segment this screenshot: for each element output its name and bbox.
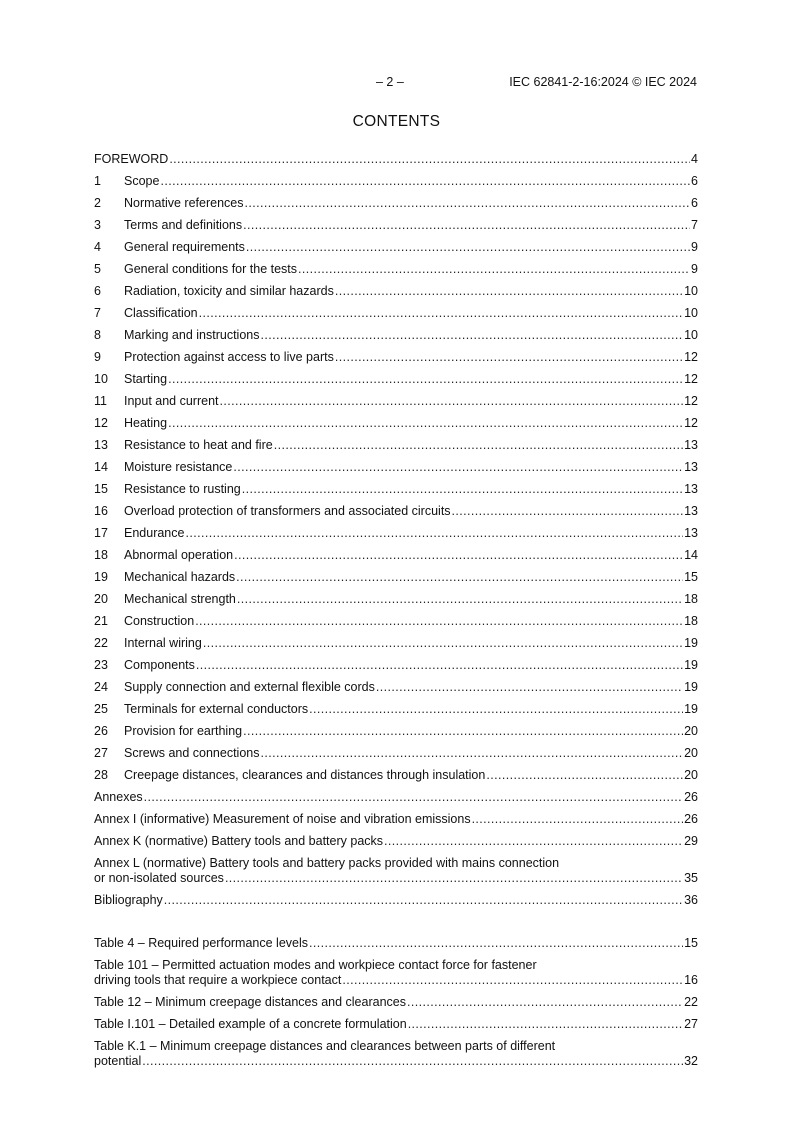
page-reference: 20 xyxy=(684,768,698,782)
page-reference: 20 xyxy=(684,746,698,760)
entry-title: Abnormal operation xyxy=(124,548,234,562)
toc-entry[interactable] xyxy=(94,585,698,607)
entry-title: FOREWORD xyxy=(94,152,169,166)
entry-title: Resistance to heat and fire xyxy=(124,438,273,452)
entry-title: Classification xyxy=(124,306,198,320)
section-number: 13 xyxy=(94,438,108,452)
section-number: 1 xyxy=(94,174,101,188)
section-number: 17 xyxy=(94,526,108,540)
entry-title: Endurance xyxy=(124,526,185,540)
dot-leader xyxy=(407,995,683,1010)
dot-leader xyxy=(169,152,690,167)
dot-leader xyxy=(246,240,690,255)
page-reference: 15 xyxy=(684,936,698,950)
page-reference: 12 xyxy=(684,372,698,386)
section-number: 22 xyxy=(94,636,108,650)
toc-entry[interactable] xyxy=(94,453,698,475)
page-reference: 19 xyxy=(684,680,698,694)
dot-leader xyxy=(195,614,683,629)
toc-entry[interactable] xyxy=(94,233,698,255)
toc-entry[interactable] xyxy=(94,886,698,908)
entry-title: Table I.101 – Detailed example of a concrete formulation xyxy=(94,1017,407,1031)
dot-leader xyxy=(242,482,683,497)
toc-entry[interactable] xyxy=(94,387,698,409)
entry-title: Creepage distances, clearances and distances through insulation xyxy=(124,768,486,782)
dot-leader xyxy=(298,262,690,277)
page-reference: 26 xyxy=(684,790,698,804)
page-number: – 2 – xyxy=(376,75,404,89)
dot-leader xyxy=(234,548,683,563)
page-reference: 16 xyxy=(684,973,698,987)
dot-leader xyxy=(452,504,684,519)
entry-title: Internal wiring xyxy=(124,636,202,650)
page-reference: 4 xyxy=(691,152,698,166)
entry-title: Protection against access to live parts xyxy=(124,350,334,364)
page-reference: 26 xyxy=(684,812,698,826)
entry-title: Moisture resistance xyxy=(124,460,233,474)
table-of-contents xyxy=(94,145,698,908)
document-id: IEC 62841-2-16:2024 © IEC 2024 xyxy=(509,75,697,89)
page-reference: 15 xyxy=(684,570,698,584)
entry-title: Construction xyxy=(124,614,195,628)
toc-entry[interactable] xyxy=(94,167,698,189)
dot-leader xyxy=(142,1054,683,1069)
page-reference: 20 xyxy=(684,724,698,738)
dot-leader xyxy=(384,834,683,849)
section-number: 12 xyxy=(94,416,108,430)
section-number: 6 xyxy=(94,284,101,298)
entry-title: Terms and definitions xyxy=(124,218,243,232)
toc-entry[interactable] xyxy=(94,365,698,387)
dot-leader xyxy=(225,871,683,886)
entry-title-first-line: Table K.1 – Minimum creepage distances and clearances between parts of different xyxy=(94,1039,556,1053)
page-reference: 35 xyxy=(684,871,698,885)
page-reference: 12 xyxy=(684,394,698,408)
section-number: 11 xyxy=(94,394,107,408)
entry-title: driving tools that require a workpiece contact xyxy=(94,973,342,987)
dot-leader xyxy=(243,724,683,739)
dot-leader xyxy=(335,284,683,299)
toc-entry[interactable] xyxy=(94,849,698,886)
dot-leader xyxy=(309,702,683,717)
toc-entry[interactable] xyxy=(94,563,698,585)
page-reference: 18 xyxy=(684,592,698,606)
page-reference: 9 xyxy=(691,240,698,254)
toc-entry[interactable] xyxy=(94,145,698,167)
page-reference: 14 xyxy=(684,548,698,562)
entry-title: Annex I (informative) Measurement of noise and vibration emissions xyxy=(94,812,471,826)
toc-entry[interactable] xyxy=(94,277,698,299)
section-number: 2 xyxy=(94,196,101,210)
toc-entry[interactable] xyxy=(94,805,698,827)
section-number: 28 xyxy=(94,768,108,782)
entry-title: Bibliography xyxy=(94,893,163,907)
entry-title: Mechanical strength xyxy=(124,592,236,606)
section-number: 18 xyxy=(94,548,108,562)
toc-entry[interactable] xyxy=(94,409,698,431)
entry-title: Overload protection of transformers and associated circuits xyxy=(124,504,451,518)
page-reference: 6 xyxy=(691,196,698,210)
dot-leader xyxy=(261,746,684,761)
list-of-tables xyxy=(94,929,698,1069)
page-reference: 10 xyxy=(684,306,698,320)
toc-entry[interactable] xyxy=(94,321,698,343)
page-reference: 13 xyxy=(684,482,698,496)
dot-leader xyxy=(376,680,683,695)
page-reference: 22 xyxy=(684,995,698,1009)
dot-leader xyxy=(472,812,684,827)
toc-entry[interactable] xyxy=(94,673,698,695)
toc-entry[interactable] xyxy=(94,783,698,805)
section-number: 24 xyxy=(94,680,108,694)
entry-title: or non-isolated sources xyxy=(94,871,224,885)
dot-leader xyxy=(196,658,683,673)
dot-leader xyxy=(335,350,683,365)
toc-entry[interactable] xyxy=(94,761,698,783)
dot-leader xyxy=(237,592,683,607)
toc-entry[interactable] xyxy=(94,211,698,233)
page-reference: 13 xyxy=(684,526,698,540)
entry-title: Provision for earthing xyxy=(124,724,243,738)
section-number: 27 xyxy=(94,746,108,760)
tables-entry[interactable] xyxy=(94,951,698,988)
toc-entry[interactable] xyxy=(94,827,698,849)
section-number: 10 xyxy=(94,372,108,386)
entry-title: General requirements xyxy=(124,240,245,254)
page-reference: 27 xyxy=(684,1017,698,1031)
section-number: 26 xyxy=(94,724,108,738)
tables-entry[interactable] xyxy=(94,1010,698,1032)
entry-title: Scope xyxy=(124,174,160,188)
entry-title: Annex K (normative) Battery tools and battery packs xyxy=(94,834,384,848)
dot-leader xyxy=(185,526,683,541)
tables-entry[interactable] xyxy=(94,1032,698,1069)
toc-entry[interactable] xyxy=(94,651,698,673)
entry-title: Supply connection and external flexible cords xyxy=(124,680,375,694)
tables-entry[interactable] xyxy=(94,929,698,951)
entry-title: Normative references xyxy=(124,196,244,210)
entry-title: General conditions for the tests xyxy=(124,262,298,276)
page-reference: 12 xyxy=(684,350,698,364)
page-reference: 13 xyxy=(684,438,698,452)
dot-leader xyxy=(260,328,683,343)
page-reference: 29 xyxy=(684,834,698,848)
page-reference: 19 xyxy=(684,658,698,672)
section-number: 16 xyxy=(94,504,108,518)
entry-title: Radiation, toxicity and similar hazards xyxy=(124,284,334,298)
entry-title: Heating xyxy=(124,416,168,430)
page-reference: 32 xyxy=(684,1054,698,1068)
entry-title: potential xyxy=(94,1054,142,1068)
dot-leader xyxy=(309,936,683,951)
dot-leader xyxy=(160,174,690,189)
section-number: 7 xyxy=(94,306,101,320)
toc-entry[interactable] xyxy=(94,739,698,761)
toc-entry[interactable] xyxy=(94,541,698,563)
dot-leader xyxy=(408,1017,683,1032)
toc-entry[interactable] xyxy=(94,497,698,519)
dot-leader xyxy=(245,196,691,211)
toc-entry[interactable] xyxy=(94,695,698,717)
dot-leader xyxy=(168,416,683,431)
entry-title: Starting xyxy=(124,372,168,386)
section-number: 20 xyxy=(94,592,108,606)
entry-title: Components xyxy=(124,658,195,672)
toc-entry[interactable] xyxy=(94,629,698,651)
section-number: 19 xyxy=(94,570,108,584)
section-number: 15 xyxy=(94,482,108,496)
dot-leader xyxy=(220,394,684,409)
dot-leader xyxy=(342,973,683,988)
toc-entry[interactable] xyxy=(94,475,698,497)
toc-entry[interactable] xyxy=(94,255,698,277)
dot-leader xyxy=(274,438,683,453)
section-number: 3 xyxy=(94,218,101,232)
page-reference: 12 xyxy=(684,416,698,430)
dot-leader xyxy=(203,636,683,651)
page-reference: 19 xyxy=(684,636,698,650)
dot-leader xyxy=(243,218,690,233)
page-reference: 36 xyxy=(684,893,698,907)
toc-entry[interactable] xyxy=(94,189,698,211)
toc-entry[interactable] xyxy=(94,519,698,541)
page-reference: 6 xyxy=(691,174,698,188)
entry-title: Marking and instructions xyxy=(124,328,260,342)
entry-title: Resistance to rusting xyxy=(124,482,241,496)
entry-title-first-line: Table 101 – Permitted actuation modes and workpiece contact force for fastener xyxy=(94,958,537,972)
entry-title: Terminals for external conductors xyxy=(124,702,309,716)
page-reference: 10 xyxy=(684,284,698,298)
entry-title: Mechanical hazards xyxy=(124,570,236,584)
entry-title: Table 12 – Minimum creepage distances and clearances xyxy=(94,995,406,1009)
page-reference: 19 xyxy=(684,702,698,716)
section-number: 14 xyxy=(94,460,108,474)
toc-entry[interactable] xyxy=(94,431,698,453)
entry-title: Input and current xyxy=(124,394,219,408)
section-number: 8 xyxy=(94,328,101,342)
page-reference: 10 xyxy=(684,328,698,342)
section-number: 9 xyxy=(94,350,101,364)
page-title: CONTENTS xyxy=(352,113,441,130)
dot-leader xyxy=(168,372,683,387)
toc-entry[interactable] xyxy=(94,607,698,629)
toc-entry[interactable] xyxy=(94,343,698,365)
page-reference: 13 xyxy=(684,460,698,474)
toc-entry[interactable] xyxy=(94,299,698,321)
section-number: 4 xyxy=(94,240,101,254)
toc-entry[interactable] xyxy=(94,717,698,739)
section-number: 5 xyxy=(94,262,101,276)
dot-leader xyxy=(233,460,683,475)
page-reference: 7 xyxy=(691,218,698,232)
section-number: 21 xyxy=(94,614,108,628)
entry-title: Table 4 – Required performance levels xyxy=(94,936,309,950)
entry-title-first-line: Annex L (normative) Battery tools and battery packs provided with mains connection xyxy=(94,856,560,870)
section-number: 25 xyxy=(94,702,108,716)
page-header xyxy=(0,75,793,93)
dot-leader xyxy=(236,570,683,585)
entry-title: Screws and connections xyxy=(124,746,260,760)
dot-leader xyxy=(144,790,683,805)
dot-leader xyxy=(486,768,683,783)
page-reference: 13 xyxy=(684,504,698,518)
page-reference: 9 xyxy=(691,262,698,276)
dot-leader xyxy=(164,893,683,908)
dot-leader xyxy=(199,306,683,321)
page-reference: 18 xyxy=(684,614,698,628)
section-number: 23 xyxy=(94,658,108,672)
tables-entry[interactable] xyxy=(94,988,698,1010)
entry-title: Annexes xyxy=(94,790,143,804)
